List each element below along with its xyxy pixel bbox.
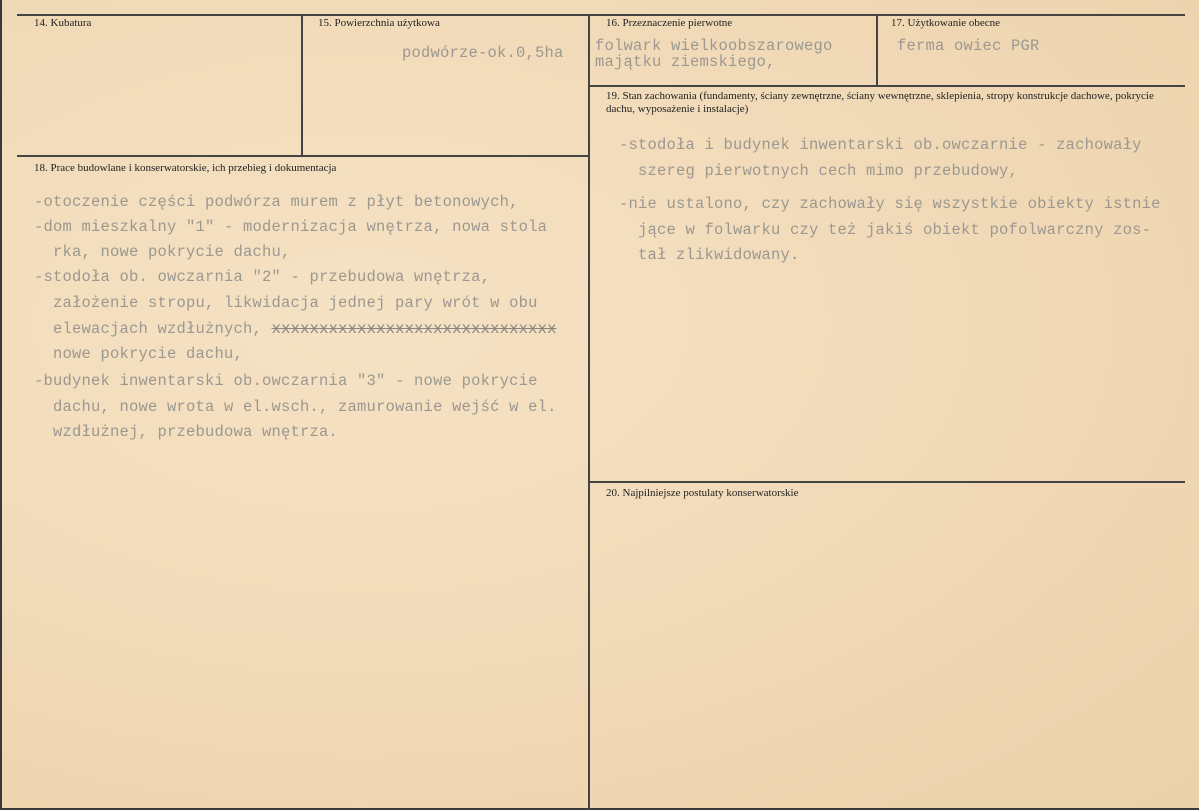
- field-18-line-9: dachu, nowe wrota w el.wsch., zamurowanie wejść w el.: [34, 398, 557, 416]
- top-rule: [17, 14, 1185, 16]
- field-15-value: podwórze-ok.0,5ha: [402, 44, 564, 62]
- field-14-label: 14. Kubatura: [34, 17, 92, 29]
- field-19-line-3: -nie ustalono, czy zachowały się wszystkie obiekty istnie: [619, 195, 1161, 213]
- field-18-line-7: nowe pokrycie dachu,: [34, 345, 244, 363]
- field-15-label: 15. Powierzchnia użytkowa: [318, 17, 440, 29]
- field-19-line-2: szereg pierwotnych cech mimo przebudowy,: [619, 162, 1019, 180]
- field-16-value-line-1: folwark wielkoobszarowego: [595, 37, 833, 55]
- field-18-line-6-text: elewacjach wzdłużnych,: [34, 320, 263, 338]
- divider-14-15: [301, 14, 303, 156]
- field-18-line-4: -stodoła ob. owczarnia "2" - przebudowa wnętrza,: [34, 268, 491, 286]
- rule-above-18: [17, 155, 590, 157]
- field-18-line-3: rka, nowe pokrycie dachu,: [34, 243, 291, 261]
- field-16-label: 16. Przeznaczenie pierwotne: [606, 17, 733, 29]
- field-19-line-5: tał zlikwidowany.: [619, 246, 800, 264]
- field-17-label: 17. Użytkowanie obecne: [891, 17, 1001, 29]
- field-18-line-6: [34, 320, 557, 338]
- field-18-line-5: założenie stropu, likwidacja jednej pary wrót w obu: [34, 294, 538, 312]
- field-16-value-line-2: majątku ziemskiego,: [595, 53, 776, 71]
- field-19-line-1: -stodoła i budynek inwentarski ob.owczarnie - zachowały: [619, 136, 1142, 154]
- field-20-label: 20. Najpilniejsze postulaty konserwatorskie: [606, 487, 799, 499]
- field-18-line-10: wzdłużnej, przebudowa wnętrza.: [34, 423, 339, 441]
- field-17-value: ferma owiec PGR: [897, 37, 1040, 55]
- field-19-label: 19. Stan zachowania (fundamenty, ściany zewnętrzne, ściany wewnętrzne, sklepienia, stropy konstrukcje dachowe, pokrycie dachu, wyposażenie i instalacje): [606, 90, 1154, 115]
- main-vertical-divider: [588, 14, 590, 810]
- field-19-line-4: jące w folwarku czy też jakiś obiekt pofolwarczny zos-: [619, 221, 1152, 239]
- field-18-line-2: -dom mieszkalny "1" - modernizacja wnętrza, nowa stola: [34, 218, 548, 236]
- divider-16-17: [876, 14, 878, 86]
- rule-under-16-17: [590, 85, 1185, 87]
- field-18-line-1: -otoczenie części podwórza murem z płyt betonowych,: [34, 193, 519, 211]
- field-18-label: 18. Prace budowlane i konserwatorskie, ich przebieg i dokumentacja: [34, 162, 337, 174]
- field-18-line-8: -budynek inwentarski ob.owczarnia "3" - nowe pokrycie: [34, 372, 538, 390]
- field-18-struck-text: xxxxxxxxxxxxxxxxxxxxxxxxxxxxxx: [271, 320, 557, 338]
- rule-above-20: [590, 481, 1185, 483]
